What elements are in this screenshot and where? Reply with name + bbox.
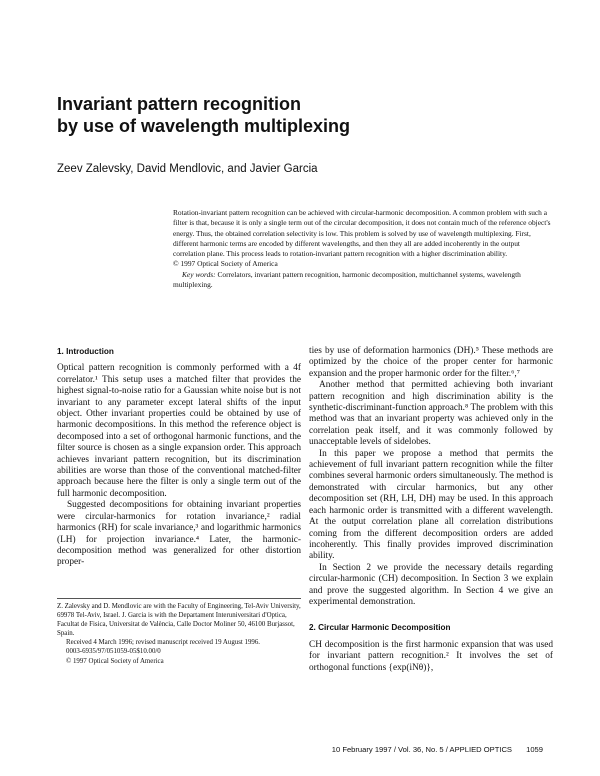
intro-paragraph-1: Optical pattern recognition is commonly performed with a 4f correlator.¹ This setup uses a matched filter that provides the highest signal-to-noise ratio for a Gaussian white noise but is not invariant to any parameter except lateral shifts of the input object. Other invariant properties could be obtained by use of harmonic decompositions. In this method the reference object is decomposed into a set of orthogonal harmonic functions, and the filter source is chosen as a single expansion order. This approach achieves invariant pattern recognition, but its discrimination abilities are worse than those of the conventional matched-filter approach because here the filter is only a single term out of the full harmonic decomposition. bbox=[57, 363, 301, 499]
keywords-label: Key words: bbox=[182, 269, 216, 279]
footnote-received: Received 4 March 1996; revised manuscript received 19 August 1996. bbox=[66, 639, 261, 647]
right-column bbox=[309, 346, 553, 674]
section-2-paragraph-1: CH decomposition is the first harmonic expansion that was used for invariant pattern recognition.² It involves the set of orthogonal functions {exp(iNθ)}, bbox=[309, 639, 553, 673]
running-footer bbox=[0, 745, 600, 757]
intro-paragraph-4: In this paper we propose a method that permits the achievement of full invariant pattern recognition while the filter combines several harmonic orders simultaneously. The method is demonstrated with circular harmonics, but any other decomposition set (RH, LH, DH) may be used. In this approach each harmonic order is transmitted with a different wavelength. At the output correlation plane all correlation distributions coming from the different decomposition orders are added incoherently. This finally provides improved discrimination ability. bbox=[309, 448, 553, 562]
keywords-text: Correlators, invariant pattern recognition, harmonic decomposition, multichannel systems, wavelength multiplexing. bbox=[173, 269, 521, 290]
page-number: 1059 bbox=[526, 745, 543, 754]
footnote-copyright: © 1997 Optical Society of America bbox=[66, 657, 164, 665]
author-footnote bbox=[57, 598, 301, 666]
abstract-text: Rotation-invariant pattern recognition can be achieved with circular-harmonic decomposition. A common problem with such a filter is that, because it is only a single term out of the circular decomposition, it does not contain much of the reference object's energy. Thus, the obtained correlation selectivity is low. This problem is solved by use of wavelength multiplexing. First, different harmonic terms are encoded by different wavelengths, and then they all are added incoherently in the output correlation plane. This process leads to rotation-invariant pattern recognition with a higher discrimination ability. bbox=[173, 208, 551, 259]
intro-paragraph-5: In Section 2 we provide the necessary details regarding circular-harmonic (CH) decomposition. In Section 3 we explain and prove the suggested algorithm. In Section 4 we give an experimental demonstration. bbox=[309, 562, 553, 607]
title-line-1: Invariant pattern recognition bbox=[57, 94, 302, 114]
section-2-heading: 2. Circular Harmonic Decomposition bbox=[309, 623, 451, 633]
intro-paragraph-2-continued: ties by use of deformation harmonics (DH).⁵ These methods are optimized by the choice of the proper center for harmonic expansion and the proper harmonic order for the filter.⁶,⁷ bbox=[309, 346, 553, 379]
author-list: Zeev Zalevsky, David Mendlovic, and Javier Garcia bbox=[57, 163, 318, 175]
paper-title bbox=[57, 93, 537, 137]
title-line-2: by use of wavelength multiplexing bbox=[57, 116, 351, 136]
footnote-affiliation: Z. Zalevsky and D. Mendlovic are with the Faculty of Engineering, Tel-Aviv University, 69978 Tel-Aviv, Israel. J. Garcia is with the Departament Interuniversitari d'Optica, Facultat de Fisica, Universitat de València, Calle Doctor Moliner 50, 46100 Burjassot, Spain. bbox=[57, 603, 301, 638]
journal-info: 10 February 1997 / Vol. 36, No. 5 / APPLIED OPTICS bbox=[331, 745, 512, 754]
section-1-heading: 1. Introduction bbox=[57, 347, 114, 356]
abstract-copyright: © 1997 Optical Society of America bbox=[173, 259, 278, 269]
footnote-code: 0003-6935/97/051059-05$10.00/0 bbox=[66, 648, 161, 656]
abstract bbox=[173, 208, 551, 290]
keywords bbox=[173, 270, 551, 291]
intro-paragraph-2: Suggested decompositions for obtaining invariant properties were circular-harmonics for rotation invariance,² radial harmonics (RH) for scale invariance,³ and logarithmic harmonics (LH) for projection invariance.⁴ Later, the harmonic-decomposition method was generalized for other distortion proper- bbox=[57, 500, 301, 568]
left-column bbox=[57, 346, 301, 569]
intro-paragraph-3: Another method that permitted achieving both invariant pattern recognition and high discrimination ability is the synthetic-discriminant-function approach.⁸ The problem with this method was that an invariant property was achieved only in the correlation peak itself, and it was commonly followed by unacceptable levels of sidelobes. bbox=[309, 380, 553, 448]
